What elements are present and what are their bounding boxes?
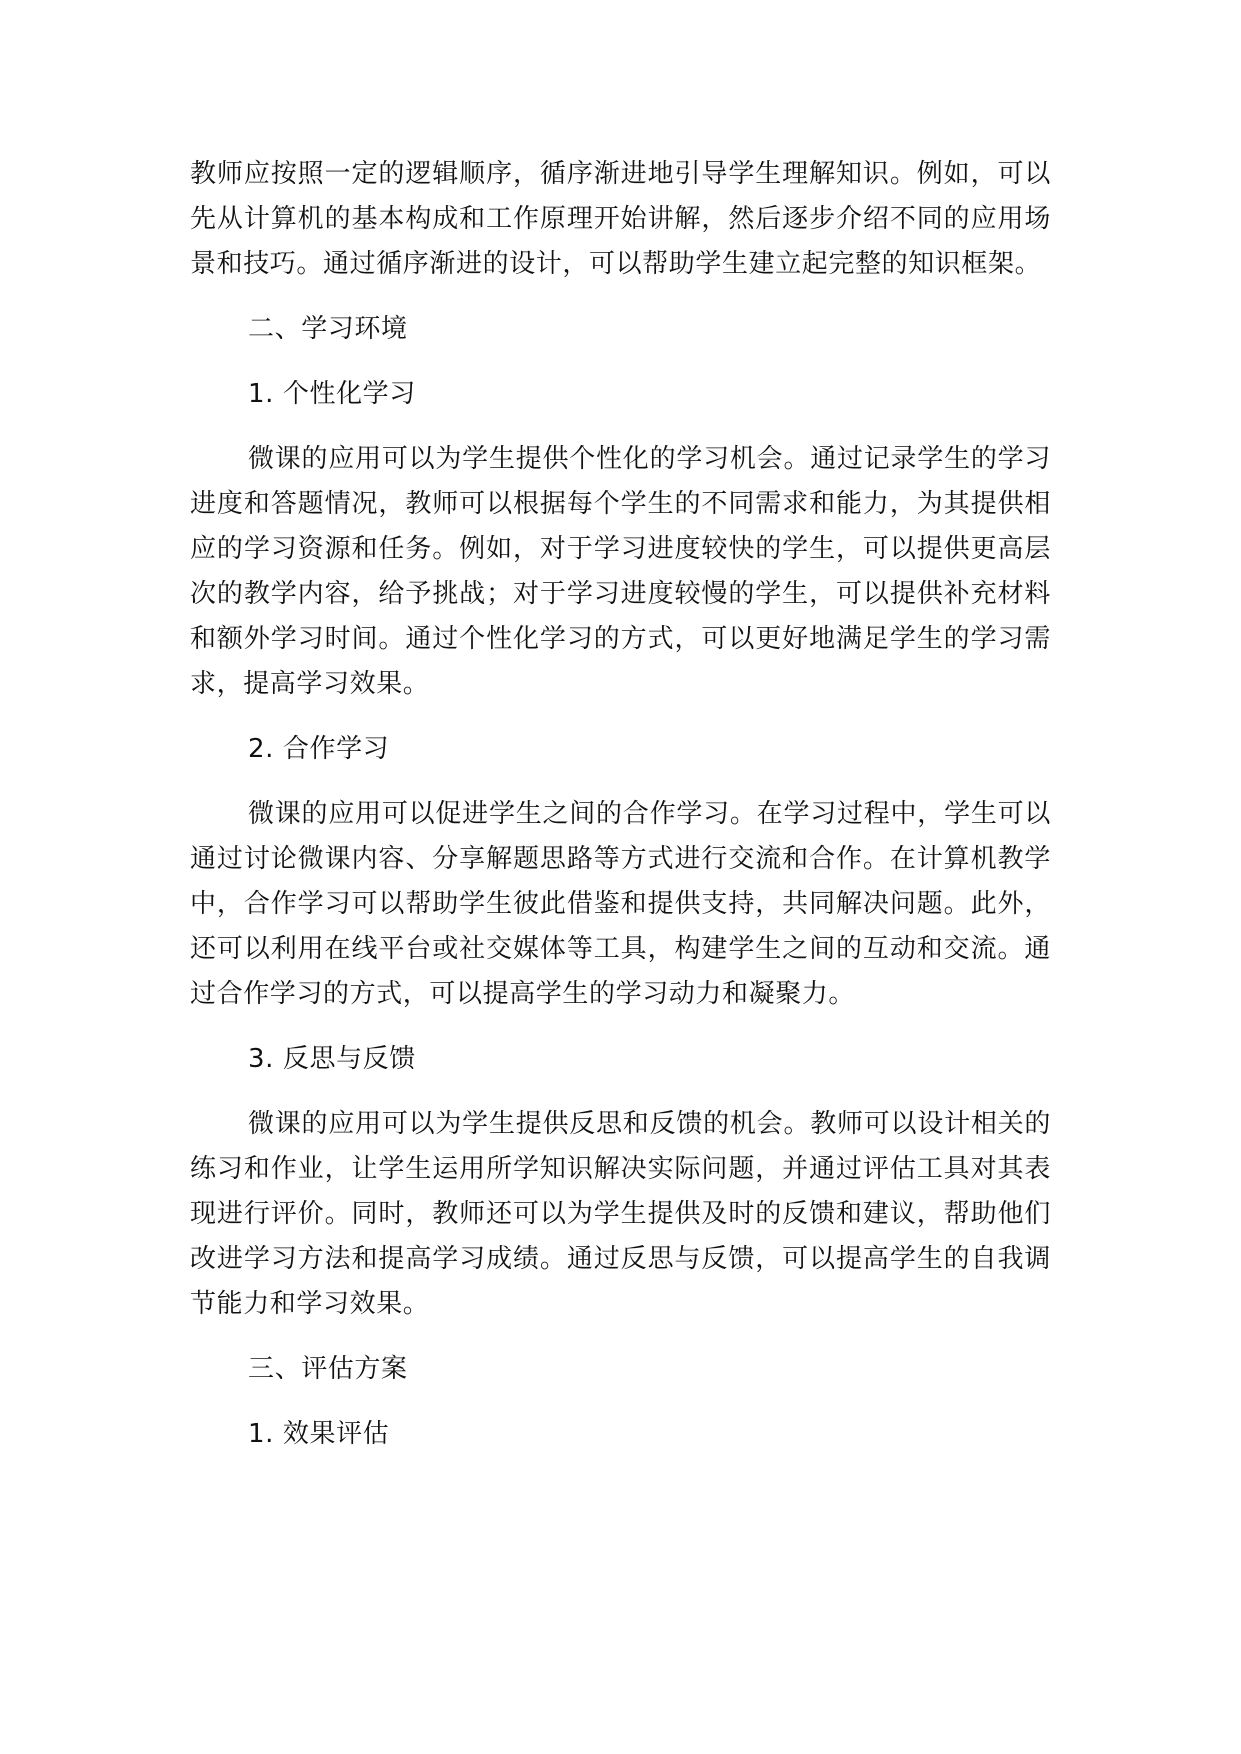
section-heading-assessment-plan: 三、评估方案 [248,1354,408,1384]
paragraph-personalized-learning: 微课的应用可以为学生提供个性化的学习机会。通过记录学生的学习进度和答题情况，教师可以根据每个学生的不同需求和能力，为其提供相应的学习资源和任务。例如，对于学习进度较快的学生，可以提供更高层次的教学内容，给予挑战；对于学习进度较慢的学生，可以提供补充材料和额外学习时间。通过个性化学习的方式，可以更好地满足学生的学习需求，提高学习效果。 [190,444,1051,699]
section-heading-learning-environment: 二、学习环境 [248,314,408,344]
paragraph-reflection-feedback: 微课的应用可以为学生提供反思和反馈的机会。教师可以设计相关的练习和作业，让学生运用所学知识解决实际问题，并通过评估工具对其表现进行评价。同时，教师还可以为学生提供及时的反馈和建议，帮助他们改进学习方法和提高学习成绩。通过反思与反馈，可以提高学生的自我调节能力和学习效果。 [190,1109,1051,1319]
document-page [190,152,1051,1477]
subheading-personalized-learning: 1. 个性化学习 [248,379,416,409]
subheading-effect-assessment: 1. 效果评估 [248,1419,390,1449]
subheading-cooperative-learning: 2. 合作学习 [248,734,390,764]
subheading-reflection-feedback: 3. 反思与反馈 [248,1044,416,1074]
paragraph-cooperative-learning: 微课的应用可以促进学生之间的合作学习。在学习过程中，学生可以通过讨论微课内容、分享解题思路等方式进行交流和合作。在计算机教学中，合作学习可以帮助学生彼此借鉴和提供支持，共同解决问题。此外，还可以利用在线平台或社交媒体等工具，构建学生之间的互动和交流。通过合作学习的方式，可以提高学生的学习动力和凝聚力。 [190,799,1051,1009]
paragraph-intro: 教师应按照一定的逻辑顺序，循序渐进地引导学生理解知识。例如，可以先从计算机的基本构成和工作原理开始讲解，然后逐步介绍不同的应用场景和技巧。通过循序渐进的设计，可以帮助学生建立起完整的知识框架。 [190,159,1051,279]
